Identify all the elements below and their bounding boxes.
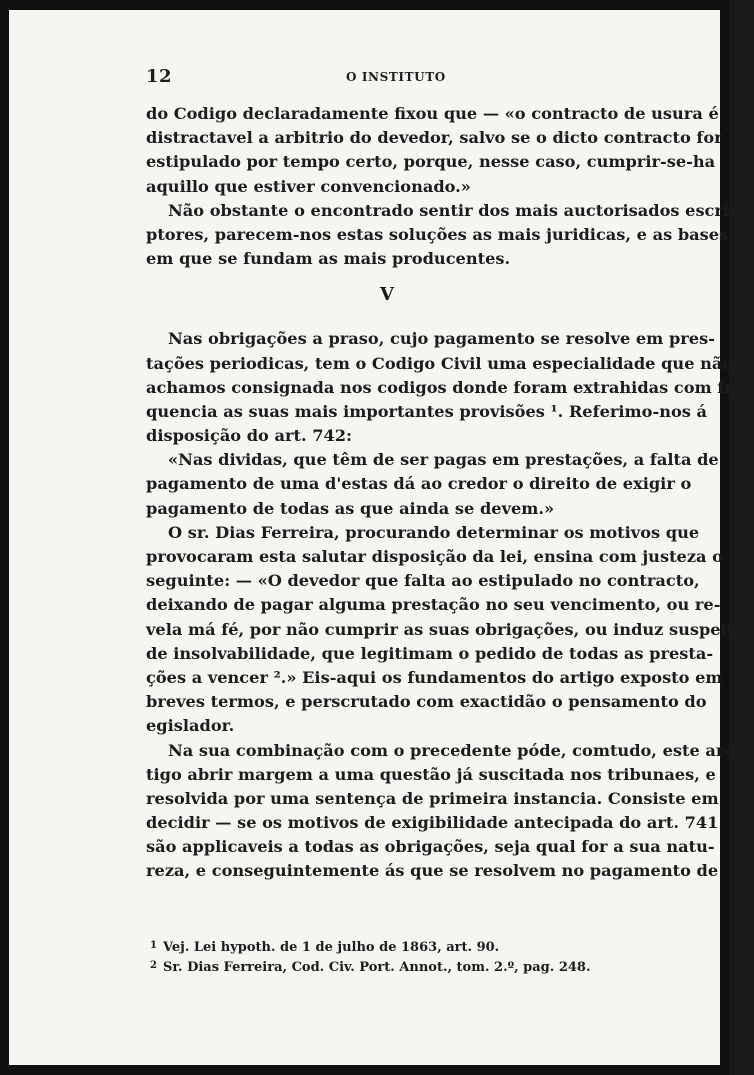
- body-text: [146, 102, 754, 884]
- footnote-mark: 2: [150, 960, 157, 971]
- text-line: tigo abrir margem a uma questão já suscitada nos tribunaes, e: [146, 764, 716, 784]
- text-line: breves termos, e perscrutado com exactidão o pensamento do: [146, 692, 707, 712]
- footnote-mark: 1: [150, 940, 157, 951]
- paragraph: [146, 327, 750, 448]
- text-line: Nas obrigações a praso, cujo pagamento se resolve em pres-: [168, 329, 715, 349]
- paragraph: [146, 521, 754, 739]
- footnotes: [150, 936, 628, 976]
- text-line: Na sua combinação com o precedente póde, comtudo, este ar-: [168, 740, 732, 760]
- text-line: ções a vencer ².» Eis-aqui os fundamentos do artigo exposto em: [146, 667, 723, 687]
- text-line: quencia as suas mais importantes provisões ¹. Referimo-nos á: [146, 401, 707, 421]
- text-line: ptores, parecem-nos estas soluções as mais juridicas, e as bases: [146, 224, 729, 244]
- text-line: egislador.: [146, 716, 235, 736]
- page-number: 12: [146, 66, 173, 87]
- paragraph: [146, 448, 719, 521]
- text-line: «Nas dividas, que têm de ser pagas em prestações, a falta de: [168, 450, 719, 470]
- text-line: pagamento de todas as que ainda se devem.»: [146, 498, 555, 518]
- paragraph: [146, 102, 723, 199]
- text-line: provocaram esta salutar disposição da lei, ensina com justeza o: [146, 547, 723, 566]
- text-line: do Codigo declaradamente fixou que — «o contracto de usura é: [146, 104, 719, 123]
- text-line: O sr. Dias Ferreira, procurando determinar os motivos que: [168, 522, 700, 542]
- text-line: seguinte: — «O devedor que falta ao estipulado no contracto,: [146, 571, 700, 591]
- paragraph: [146, 739, 732, 884]
- page-header: [146, 66, 628, 90]
- footnote: [150, 936, 628, 956]
- text-line: em que se fundam as mais producentes.: [146, 249, 511, 269]
- text-line: decidir — se os motivos de exigibilidade antecipada do art. 741: [146, 813, 719, 833]
- footnote-text: Vej. Lei hypoth. de 1 de julho de 1863, art. 90.: [162, 940, 500, 955]
- text-line: de insolvabilidade, que legitimam o pedido de todas as presta-: [146, 643, 714, 663]
- text-line: estipulado por tempo certo, porque, nesse caso, cumprir-se-ha: [146, 152, 716, 172]
- text-line: reza, e conseguintemente ás que se resolvem no pagamento de: [146, 861, 719, 881]
- text-line: vela má fé, por não cumprir as suas obrigações, ou induz suspeitas: [146, 619, 754, 639]
- text-line: são applicaveis a todas as obrigações, seja qual for a sua natu-: [146, 837, 715, 857]
- text-line: aquillo que estiver convencionado.»: [146, 176, 471, 196]
- text-line: resolvida por uma sentença de primeira instancia. Consiste em: [146, 788, 719, 808]
- text-line: distractavel a arbitrio do devedor, salvo se o dicto contracto for: [146, 128, 723, 148]
- footnote-text: Sr. Dias Ferreira, Cod. Civ. Port. Annot., tom. 2.º, pag. 248.: [162, 960, 591, 975]
- text-line: pagamento de uma d'estas dá ao credor o direito de exigir o: [146, 474, 692, 494]
- footnote: [150, 956, 628, 976]
- text-line: deixando de pagar alguma prestação no seu vencimento, ou re-: [146, 595, 721, 615]
- text-line: Não obstante o encontrado sentir dos mais auctorisados escri-: [168, 200, 736, 220]
- text-line: tações periodicas, tem o Codigo Civil uma especialidade que não: [146, 353, 734, 373]
- text-line: achamos consignada nos codigos donde foram extrahidas com fre-: [146, 377, 750, 397]
- section-heading: V: [380, 284, 394, 306]
- paragraph: [146, 199, 736, 272]
- text-line: disposição do art. 742:: [146, 426, 353, 446]
- running-title: O INSTITUTO: [346, 70, 446, 84]
